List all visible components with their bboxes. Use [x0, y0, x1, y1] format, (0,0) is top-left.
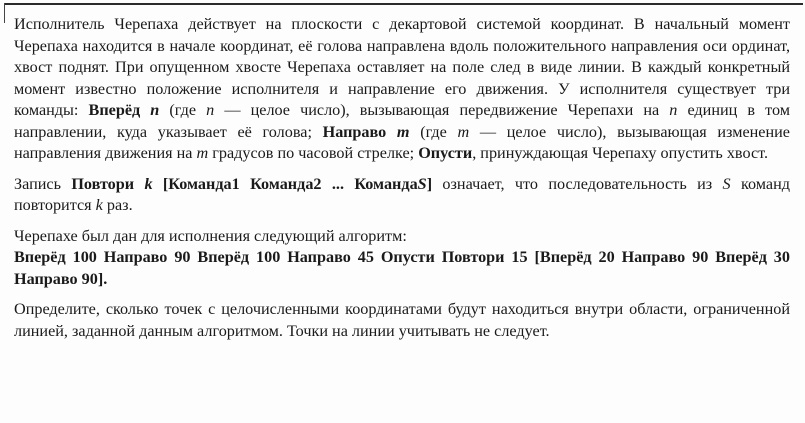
- algorithm-intro: Черепахе был дан для исполнения следующий алгоритм:: [14, 226, 407, 245]
- cmd-right: Направо: [322, 122, 397, 141]
- var-m: m: [396, 122, 410, 141]
- cmd-down: Опусти: [418, 144, 473, 162]
- cmd-list-close: ]: [426, 174, 433, 193]
- intro-text: (где: [159, 101, 207, 119]
- algorithm-block: [14, 226, 790, 291]
- left-rule: [4, 3, 5, 23]
- cmd-forward: Вперёд: [88, 101, 151, 119]
- var-s: S: [417, 174, 427, 193]
- intro-paragraph: [14, 14, 790, 165]
- intro-text: , принуждающая Черепаху опустить хвост.: [472, 144, 769, 162]
- intro-text: (где: [409, 122, 458, 141]
- algorithm-code: Вперёд 100 Направо 90 Вперёд 100 Направо 45 Опусти Повтори 15 [Вперёд 20 Направо 90 Вперёд 30 Направо 90].: [14, 248, 790, 288]
- cmd-list: [Команда1 Команда2 ... Команда: [152, 174, 418, 193]
- var-k: k: [95, 196, 103, 214]
- repeat-text: Запись: [14, 174, 72, 193]
- var-m: m: [457, 122, 470, 141]
- var-s: S: [722, 174, 731, 193]
- question-paragraph: Определите, сколько точек с целочисленными координатами будут находиться внутри области, ограниченной линией, заданной данным алгоритмом. Точки на линии учитывать не следует.: [14, 300, 790, 340]
- var-m: m: [196, 144, 209, 162]
- repeat-text: команд повторится: [14, 174, 790, 214]
- top-rule: [4, 3, 803, 5]
- repeat-paragraph: [14, 174, 790, 217]
- repeat-text: означает, что последовательность из: [432, 174, 723, 193]
- problem-text: [14, 14, 790, 342]
- var-n: n: [150, 101, 160, 119]
- intro-text: — целое число), вызывающая изменение направления движения на: [14, 122, 790, 162]
- intro-text: Исполнитель Черепаха действует на плоскости с декартовой системой координат. В начальный момент Черепаха находится в начале координат, её голова направлена вдоль положительного направления оси ординат, хвост поднят. При опущенном хвосте Черепаха оставляет на поле след в виде линии. В каждый конкретный момент известно положение исполнителя и направление его движения. У исполнителя существует три команды:: [14, 15, 790, 119]
- var-k: k: [144, 174, 153, 193]
- intro-text: — целое число), вызывающая передвижение Черепахи на: [214, 101, 670, 119]
- cmd-repeat: Повтори: [71, 174, 145, 193]
- intro-text: единиц в том направлении, куда указывает её голова;: [14, 101, 791, 141]
- repeat-text: раз.: [102, 196, 133, 214]
- var-n: n: [206, 101, 215, 119]
- intro-text: градусов по часовой стрелке;: [208, 144, 419, 162]
- var-n: n: [669, 101, 678, 119]
